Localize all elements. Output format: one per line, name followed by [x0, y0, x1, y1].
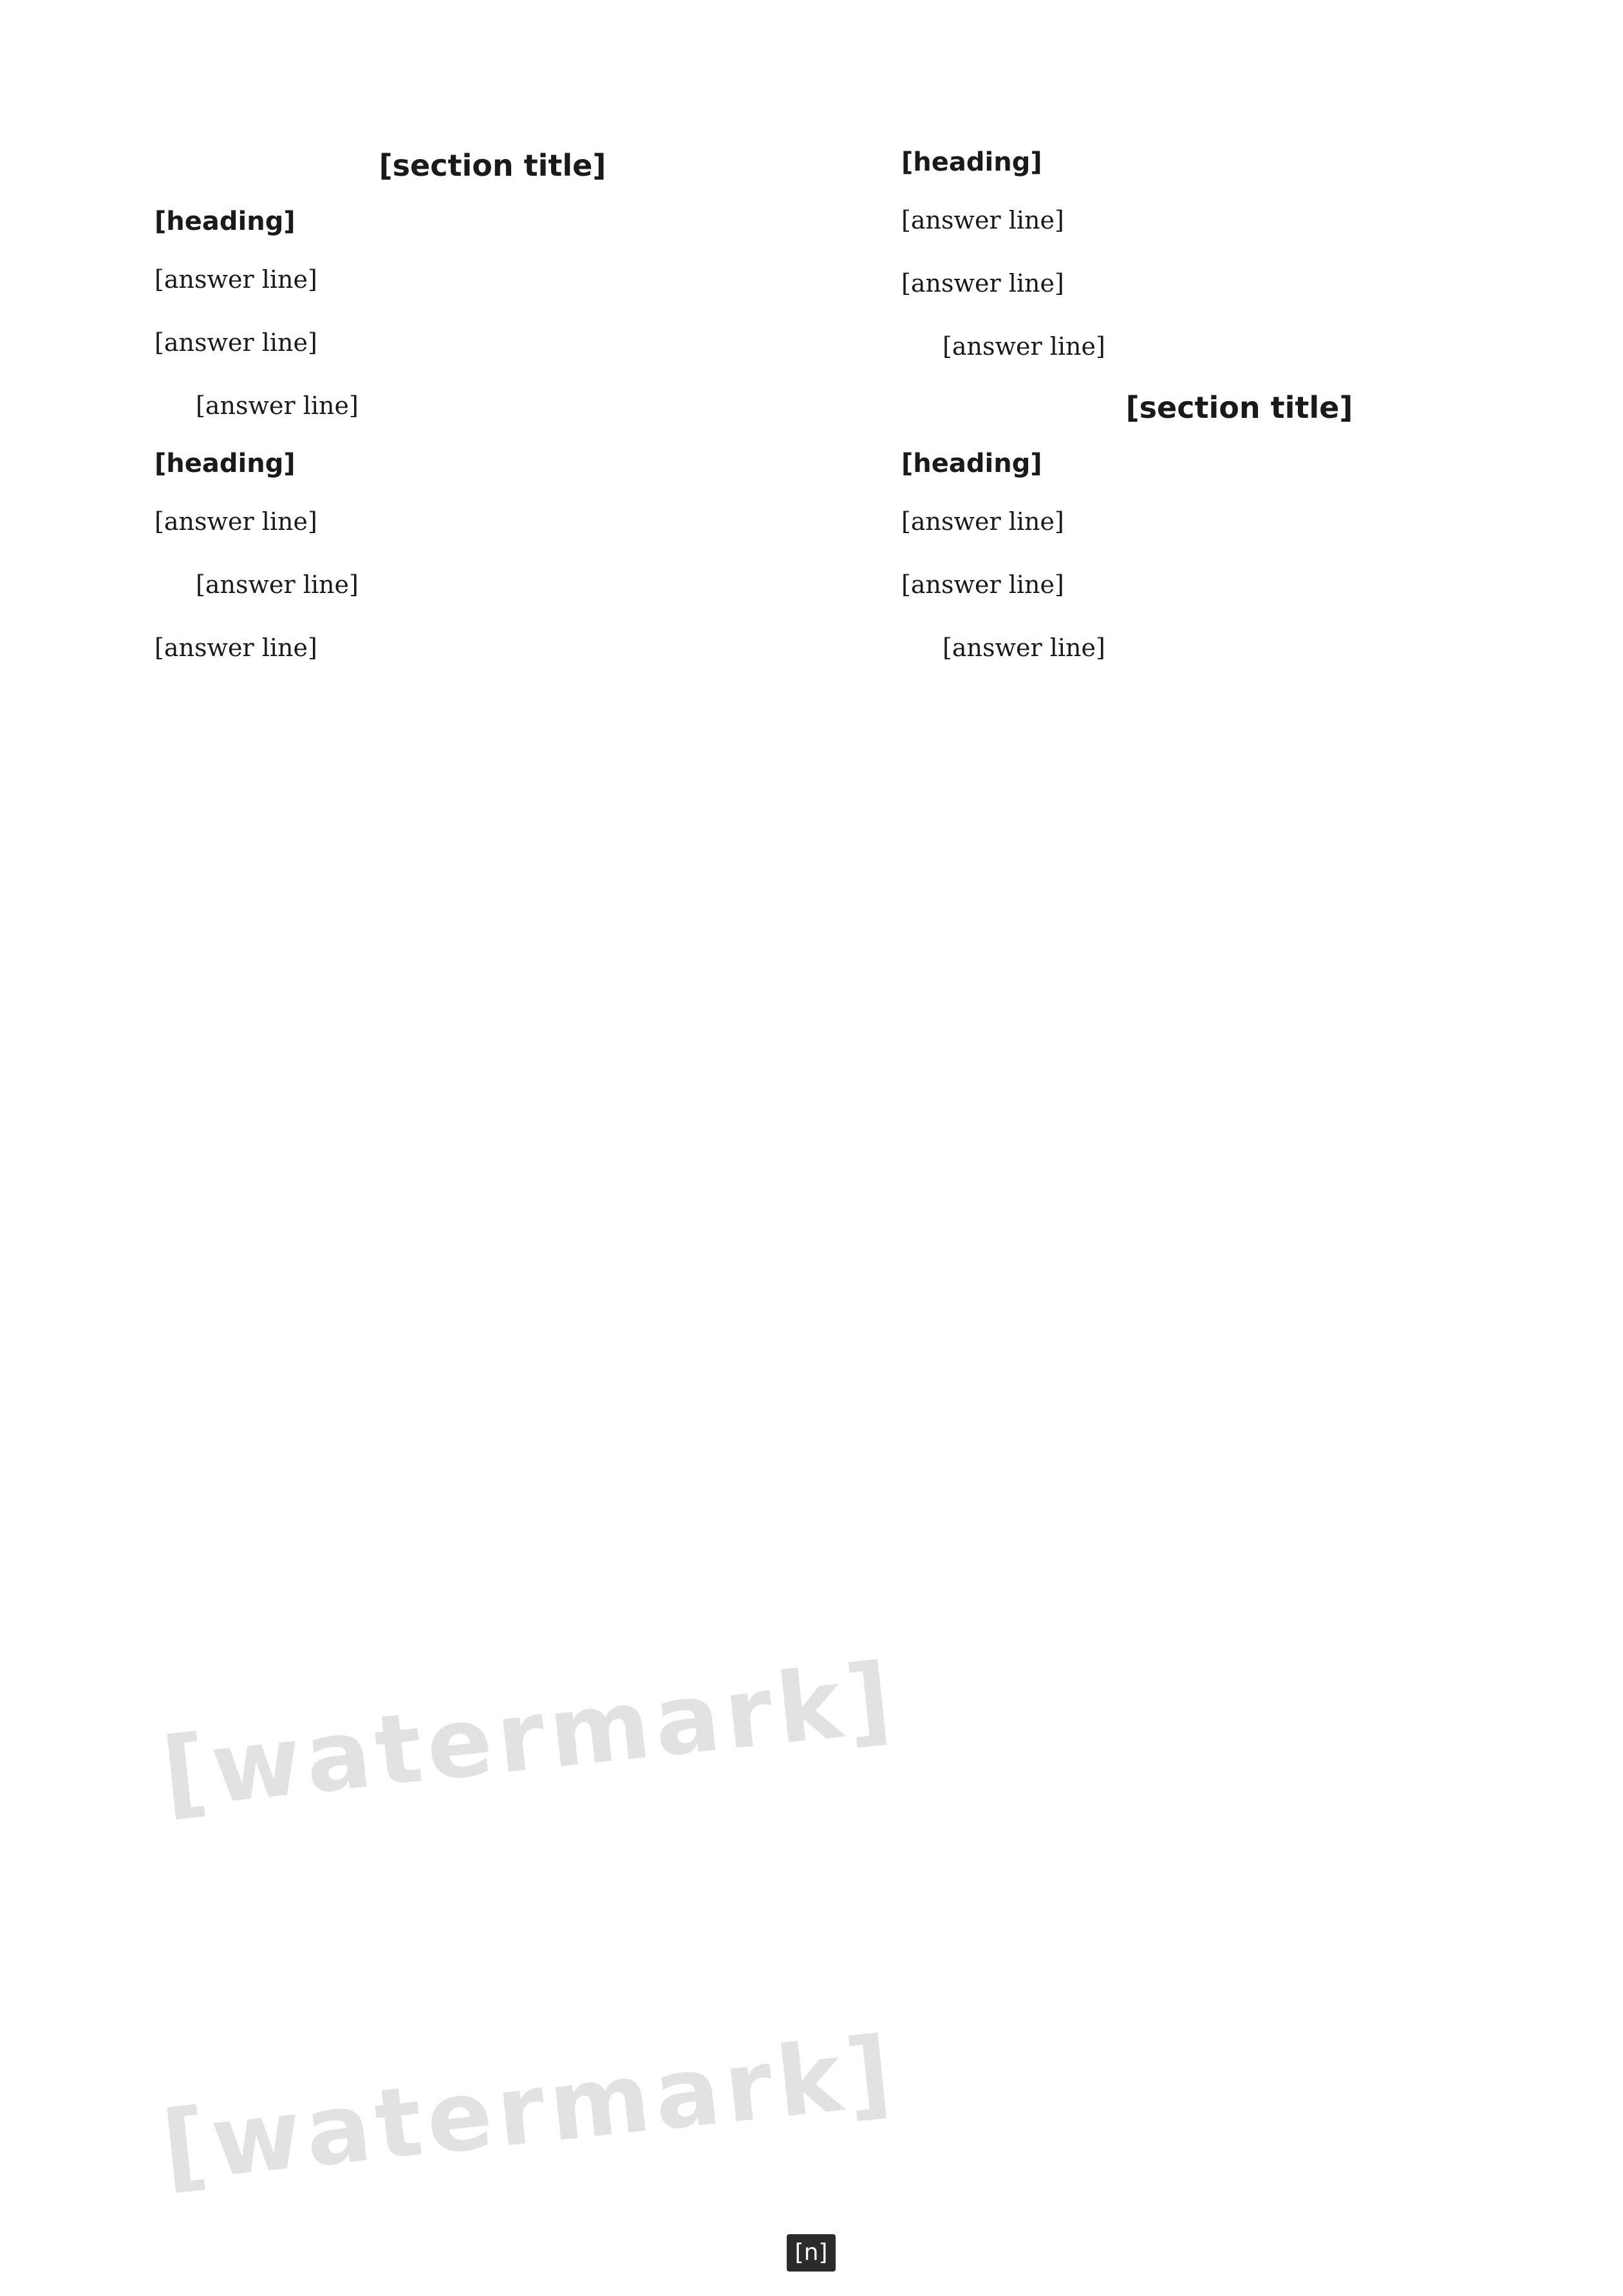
answer-line: [answer line]: [155, 328, 317, 357]
section-heading: [heading]: [901, 147, 1042, 177]
right-column: [901, 142, 1577, 685]
answer-line: [answer line]: [155, 507, 317, 536]
answer-line: [answer line]: [155, 265, 317, 294]
answer-line: [answer line]: [943, 332, 1105, 361]
section-title: [section title]: [379, 148, 606, 183]
left-column: [155, 142, 830, 685]
answer-line: [answer line]: [943, 634, 1105, 662]
watermark-1: [watermark]: [157, 1642, 901, 1831]
answer-line: [answer line]: [901, 507, 1064, 536]
page-number: [n]: [787, 2234, 836, 2272]
answer-line: [answer line]: [901, 206, 1064, 234]
answer-line: [answer line]: [196, 391, 359, 420]
section-heading: [heading]: [155, 207, 296, 236]
watermark-2: [watermark]: [157, 2015, 901, 2205]
section-title: [section title]: [1125, 390, 1353, 425]
answer-line: [answer line]: [155, 634, 317, 662]
section-heading: [heading]: [155, 449, 296, 478]
answer-line: [answer line]: [196, 570, 359, 599]
answer-line: [answer line]: [901, 570, 1064, 599]
answer-line: [answer line]: [901, 269, 1064, 297]
section-heading: [heading]: [901, 449, 1042, 478]
